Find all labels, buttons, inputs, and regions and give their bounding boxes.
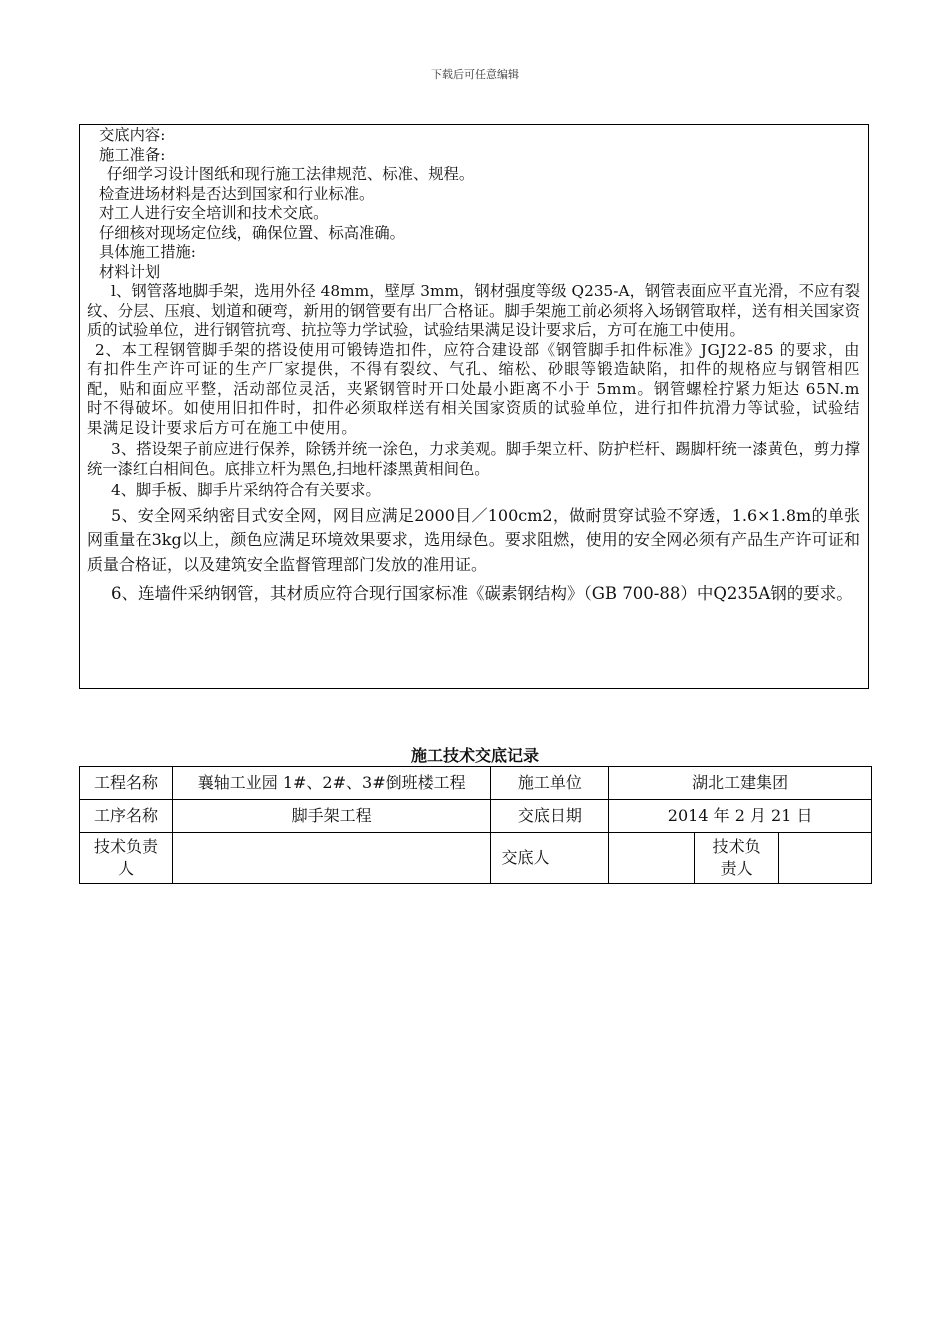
section-prep-heading: 施工准备: (99, 145, 166, 164)
prep-item: 仔细核对现场定位线，确保位置、标高准确。 (99, 223, 405, 242)
value-technical-lead-2 (779, 833, 872, 884)
paragraph-boards: 4、脚手板、脚手片采纳符合有关要求。 (111, 481, 381, 499)
value-briefer (609, 833, 695, 884)
section-measures-heading: 具体施工措施: (99, 243, 196, 261)
material-plan-heading: 材料计划 (99, 262, 161, 281)
record-title: 施工技术交底记录 (410, 746, 539, 765)
value-briefing-date: 2014 年 2 月 21 日 (609, 800, 872, 833)
value-project-name: 襄轴工业园 1#、2#、3#倒班楼工程 (172, 767, 491, 800)
record-table (79, 766, 872, 884)
label-project-name: 工程名称 (80, 767, 173, 800)
label-technical-lead: 技术负责人 (80, 833, 173, 884)
content-heading: 交底内容: (99, 126, 166, 144)
label-construction-unit: 施工单位 (491, 767, 609, 800)
prep-item: 仔细学习设计图纸和现行施工法律规范、标准、规程。 (107, 165, 475, 183)
paragraph-painting: 3、搭设架子前应进行保养，除锈并统一涂色，力求美观。脚手架立杆、防护栏杆、踢脚杆统一漆黄色，剪力撑统一漆红白相间色。底排立杆为黑色,扫地杆漆黑黄相间色。 (87, 440, 860, 478)
briefing-content-box (79, 124, 869, 689)
table-row (80, 833, 872, 884)
table-row (80, 767, 872, 800)
value-technical-lead (172, 833, 491, 884)
paragraph-wall-ties: 6、连墙件采纳钢管，其材质应符合现行国家标准《碳素钢结构》（GB 700-88）中Q235A钢的要求。 (111, 584, 853, 603)
header-note: 下载后可任意编辑 (431, 68, 519, 81)
value-process-name: 脚手架工程 (172, 800, 491, 833)
table-row (80, 800, 872, 833)
paragraph-safety-net: 5、安全网采纳密目式安全网，网目应满足2000目／100cm2，做耐贯穿试验不穿透，1.6×1.8m的单张网重量在3kg以上，颜色应满足环境效果要求，选用绿色。要求阻燃，使用的安全网必须有产品生产许可证和质量合格证，以及建筑安全监督管理部门发放的准用证。 (87, 505, 860, 574)
label-technical-lead-2: 技术负责人 (695, 833, 779, 884)
label-briefer: 交底人 (491, 833, 609, 884)
label-briefing-date: 交底日期 (491, 800, 609, 833)
label-process-name: 工序名称 (80, 800, 173, 833)
prep-item: 对工人进行安全培训和技术交底。 (99, 204, 329, 222)
paragraph-steel-pipe: l、钢管落地脚手架，选用外径 48mm，壁厚 3mm，钢材强度等级 Q235-A，钢管表面应平直光滑，不应有裂纹、分层、压痕、划道和硬弯，新用的钢管要有出厂合格证。脚手架施工前必须将入场钢管取样，送有相关国家资质的试验单位，进行钢管抗弯、抗拉等力学试验，试验结果满足设计要求后，方可在施工中使用。 (87, 282, 860, 339)
value-construction-unit: 湖北工建集团 (609, 767, 872, 800)
paragraph-fasteners: 2、本工程钢管脚手架的搭设使用可锻铸造扣件，应符合建设部《钢管脚手扣件标准》JGJ22-85 的要求，由有扣件生产许可证的生产厂家提供，不得有裂纹、气孔、缩松、砂眼等锻造缺陷，扣件的规格应与钢管相匹配，贴和面应平整，活动部位灵活，夹紧钢管时开口处最小距离不小于 5mm。钢管螺栓拧紧力矩达 65N.m 时不得破坏。如使用旧扣件时，扣件必须取样送有相关国家资质的试验单位，进行扣件抗滑力等试验，试验结果满足设计要求后方可在施工中使用。 (87, 340, 860, 437)
prep-item: 检查进场材料是否达到国家和行业标准。 (99, 184, 375, 203)
